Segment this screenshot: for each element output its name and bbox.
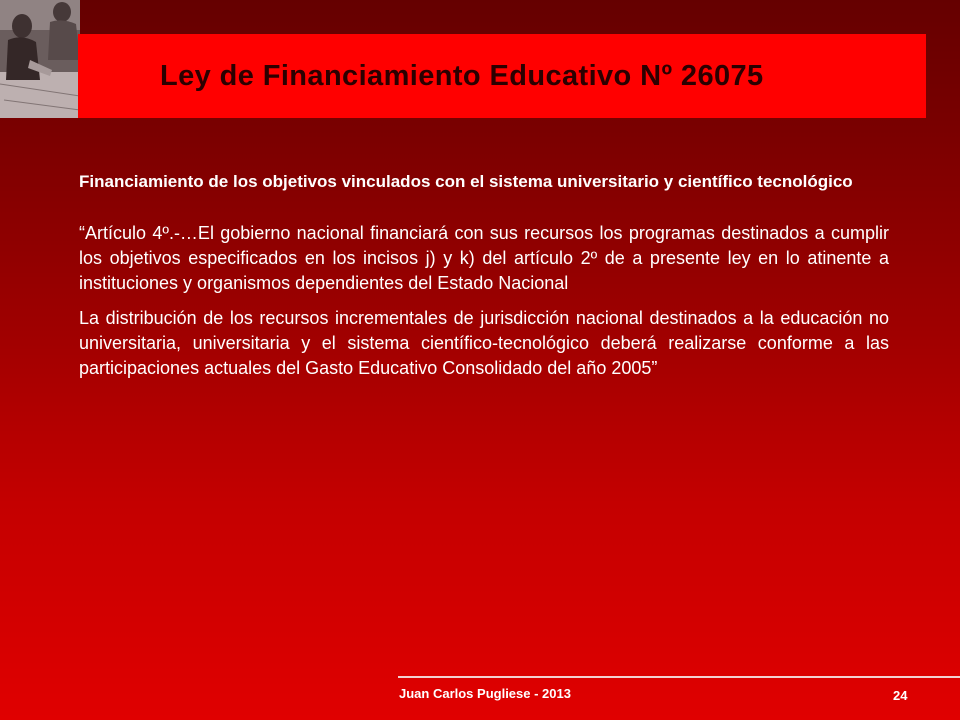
article-paragraph: “Artículo 4º.-…El gobierno nacional financiará con sus recursos los programas destinados a cumplir los objetivos especificados en los incisos j) y k) del artículo 2º de a presente ley en lo atinente a instituciones y organismos dependientes del Estado Nacional [79,223,889,293]
title-bar [78,34,926,118]
page-number: 24 [893,688,908,703]
footer-author: Juan Carlos Pugliese - 2013 [399,686,571,701]
slide-content [79,168,889,391]
students-photo-icon [0,0,80,118]
decorative-photo [0,0,80,118]
slide-title: Ley de Financiamiento Educativo Nº 26075 [160,59,764,92]
footer-divider [398,676,960,678]
slide-subtitle: Financiamiento de los objetivos vinculados con el sistema universitario y científico tecnológico [79,172,853,191]
distribution-paragraph: La distribución de los recursos incrementales de jurisdicción nacional destinados a la educación no universitaria, universitaria y el sistema científico-tecnológico deberá realizarse conforme a las participaciones actuales del Gasto Educativo Consolidado del año 2005” [79,308,889,378]
